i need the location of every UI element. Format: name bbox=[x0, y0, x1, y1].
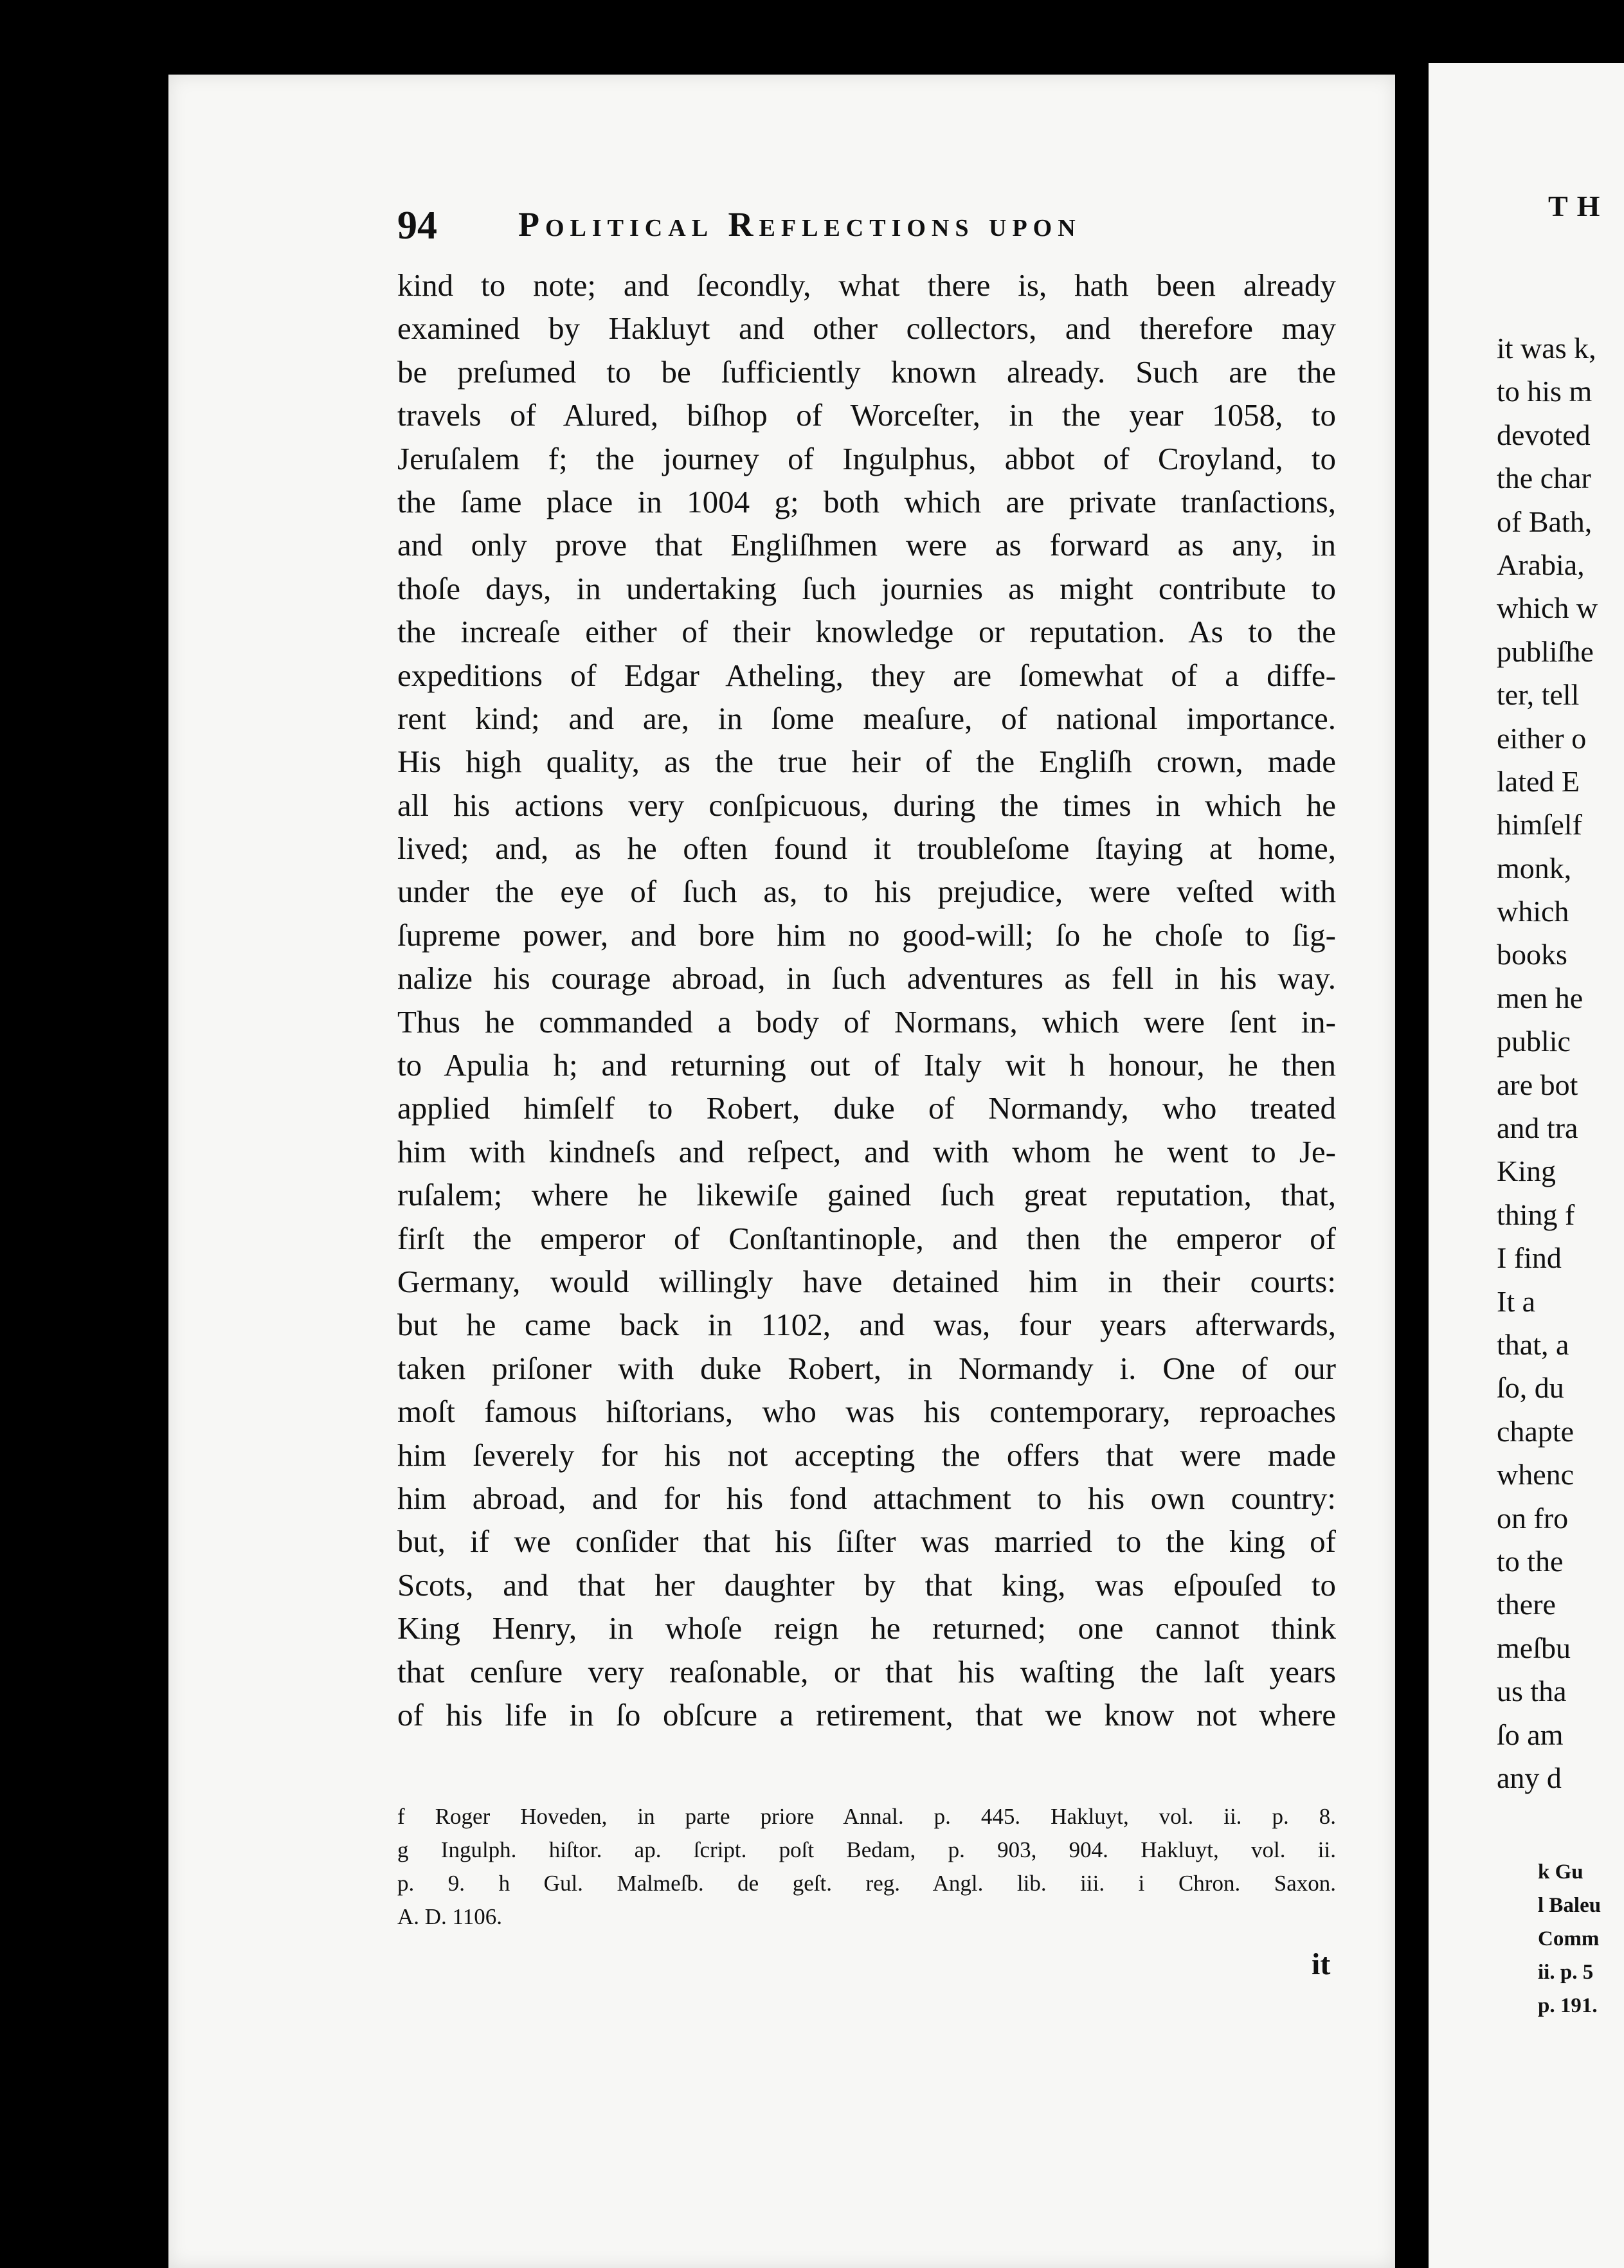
right-page-footnote: Comm bbox=[1538, 1927, 1600, 1950]
text-line: His high quality, as the true heir of the Engliſh crown, made bbox=[397, 744, 1336, 780]
right-page-line: King bbox=[1497, 1155, 1556, 1188]
footnote-line: f Roger Hoveden, in parte priore Annal. p. 445. Hakluyt, vol. ii. p. 8. bbox=[397, 1804, 1336, 1829]
text-line: thoſe days, in undertaking ſuch journies as might contribute to bbox=[397, 570, 1336, 606]
text-line: moſt famous hiſtorians, who was his contemporary, reproaches bbox=[397, 1394, 1336, 1430]
text-line: King Henry, in whoſe reign he returned; one cannot think bbox=[397, 1610, 1336, 1646]
right-page-line: which bbox=[1497, 895, 1569, 928]
right-page-line: Arabia, bbox=[1497, 548, 1585, 581]
right-page-line: I find bbox=[1497, 1241, 1562, 1275]
text-line: all his actions very conſpicuous, during the times in which he bbox=[397, 787, 1336, 823]
right-page-line: to the bbox=[1497, 1544, 1564, 1578]
running-title: Political Reflections upon bbox=[518, 205, 1081, 244]
right-page-footnote: l Baleu bbox=[1538, 1894, 1601, 1917]
footnotes bbox=[397, 1800, 1336, 1934]
text-line: that cenſure very reaſonable, or that his waſting the laſt years bbox=[397, 1653, 1336, 1689]
right-page-line: of Bath, bbox=[1497, 505, 1592, 538]
text-line: expeditions of Edgar Atheling, they are ſomewhat of a diffe- bbox=[397, 657, 1336, 693]
right-page-line: on fro bbox=[1497, 1501, 1569, 1534]
footnote-line: A. D. 1106. bbox=[397, 1904, 503, 1929]
text-line: ruſalem; where he likewiſe gained ſuch great reputation, that, bbox=[397, 1177, 1336, 1213]
right-page-line: which w bbox=[1497, 591, 1598, 625]
footnote-line: g Ingulph. hiſtor. ap. ſcript. poſt Bedam, p. 903, 904. Hakluyt, vol. ii. bbox=[397, 1837, 1336, 1862]
right-page-line: there bbox=[1497, 1588, 1556, 1621]
text-line: Jeruſalem f; the journey of Ingulphus, abbot of Croyland, to bbox=[397, 440, 1336, 476]
right-page-line: whenc bbox=[1497, 1458, 1574, 1491]
text-line: Germany, would willingly have detained him in their courts: bbox=[397, 1263, 1336, 1299]
text-line: Scots, and that her daughter by that king, was eſpouſed to bbox=[397, 1567, 1336, 1603]
right-page-line: meſbu bbox=[1497, 1631, 1571, 1664]
right-page-line: and tra bbox=[1497, 1112, 1578, 1145]
text-line: the ſame place in 1004 g; both which are private tranſactions, bbox=[397, 483, 1336, 519]
right-page-line: either o bbox=[1497, 721, 1587, 755]
text-line: nalize his courage abroad, in ſuch adventures as fell in his way. bbox=[397, 960, 1336, 996]
right-page-line: it was k, bbox=[1497, 332, 1596, 364]
right-page-line: the char bbox=[1497, 462, 1591, 495]
right-page-line: ſo, du bbox=[1497, 1371, 1564, 1405]
text-line: rent kind; and are, in ſome meaſure, of national importance. bbox=[397, 700, 1336, 736]
text-line: examined by Hakluyt and other collectors, and therefore may bbox=[397, 310, 1336, 346]
right-page-line: himſelf bbox=[1497, 808, 1582, 842]
text-line: but, if we conſider that his ſiſter was married to the king of bbox=[397, 1524, 1336, 1560]
text-line: the increaſe either of their knowledge or reputation. As to the bbox=[397, 614, 1336, 650]
text-line: taken priſoner with duke Robert, in Normandy i. One of our bbox=[397, 1350, 1336, 1386]
right-page-footnotes bbox=[1538, 1855, 1601, 2022]
right-page-line: thing f bbox=[1497, 1198, 1575, 1231]
right-page-line: us tha bbox=[1497, 1675, 1567, 1708]
right-page-line: lated E bbox=[1497, 764, 1580, 798]
text-line: Thus he commanded a body of Normans, which were ſent in- bbox=[397, 1004, 1336, 1040]
text-line: travels of Alured, biſhop of Worceſter, in the year 1058, to bbox=[397, 397, 1336, 433]
right-page-line: are bot bbox=[1497, 1068, 1578, 1101]
right-page-footnote: k Gu bbox=[1538, 1860, 1583, 1884]
text-line: kind to note; and ſecondly, what there is, hath been already bbox=[397, 267, 1336, 303]
right-page-line: It a bbox=[1497, 1284, 1536, 1318]
right-page-line: ter, tell bbox=[1497, 678, 1580, 712]
right-page-line: books bbox=[1497, 938, 1567, 971]
right-page-line: to his m bbox=[1497, 375, 1592, 408]
right-page-line: monk, bbox=[1497, 851, 1572, 885]
right-page-line: that, a bbox=[1497, 1328, 1569, 1361]
right-page-line: men he bbox=[1497, 981, 1583, 1014]
right-page-line: chapte bbox=[1497, 1414, 1574, 1448]
text-line: lived; and, as he often found it troubleſome ſtaying at home, bbox=[397, 831, 1336, 867]
right-page-line: devoted bbox=[1497, 418, 1591, 451]
text-line: ſupreme power, and bore him no good-will; ſo he choſe to ſig- bbox=[397, 917, 1336, 953]
text-line: of his life in ſo obſcure a retirement, that we know not where bbox=[397, 1697, 1336, 1733]
right-page-line: public bbox=[1497, 1025, 1571, 1058]
right-page-footnote: ii. p. 5 bbox=[1538, 1961, 1594, 1984]
right-page-footnote: p. 191. bbox=[1538, 1994, 1598, 2017]
catchword: it bbox=[1312, 1947, 1331, 1981]
text-line: under the eye of ſuch as, to his prejudice, were veſted with bbox=[397, 874, 1336, 910]
text-line: him with kindneſs and reſpect, and with whom he went to Je- bbox=[397, 1133, 1336, 1169]
right-page bbox=[1429, 63, 1624, 2268]
footnote-line: p. 9. h Gul. Malmeſb. de geſt. reg. Angl. lib. iii. i Chron. Saxon. bbox=[397, 1871, 1336, 1896]
page-number: 94 bbox=[397, 204, 437, 248]
text-line: applied himſelf to Robert, duke of Normandy, who treated bbox=[397, 1090, 1336, 1126]
body-text bbox=[397, 264, 1336, 1736]
text-line: be preſumed to be ſufficiently known already. Such are the bbox=[397, 354, 1336, 390]
text-line: firſt the emperor of Conſtantinople, and then the emperor of bbox=[397, 1220, 1336, 1256]
text-line: and only prove that Engliſhmen were as forward as any, in bbox=[397, 527, 1336, 563]
right-page-line: publiſhe bbox=[1497, 634, 1594, 668]
text-line: to Apulia h; and returning out of Italy wit h honour, he then bbox=[397, 1047, 1336, 1083]
text-line: him ſeverely for his not accepting the offers that were made bbox=[397, 1437, 1336, 1473]
text-line: but he came back in 1102, and was, four years afterwards, bbox=[397, 1307, 1336, 1343]
right-page-header: TH bbox=[1548, 190, 1609, 222]
text-line: him abroad, and for his fond attachment to his own country: bbox=[397, 1480, 1336, 1516]
right-page-line: ſo am bbox=[1497, 1718, 1564, 1751]
right-page-text bbox=[1497, 327, 1598, 1799]
right-page-line: any d bbox=[1497, 1761, 1562, 1794]
